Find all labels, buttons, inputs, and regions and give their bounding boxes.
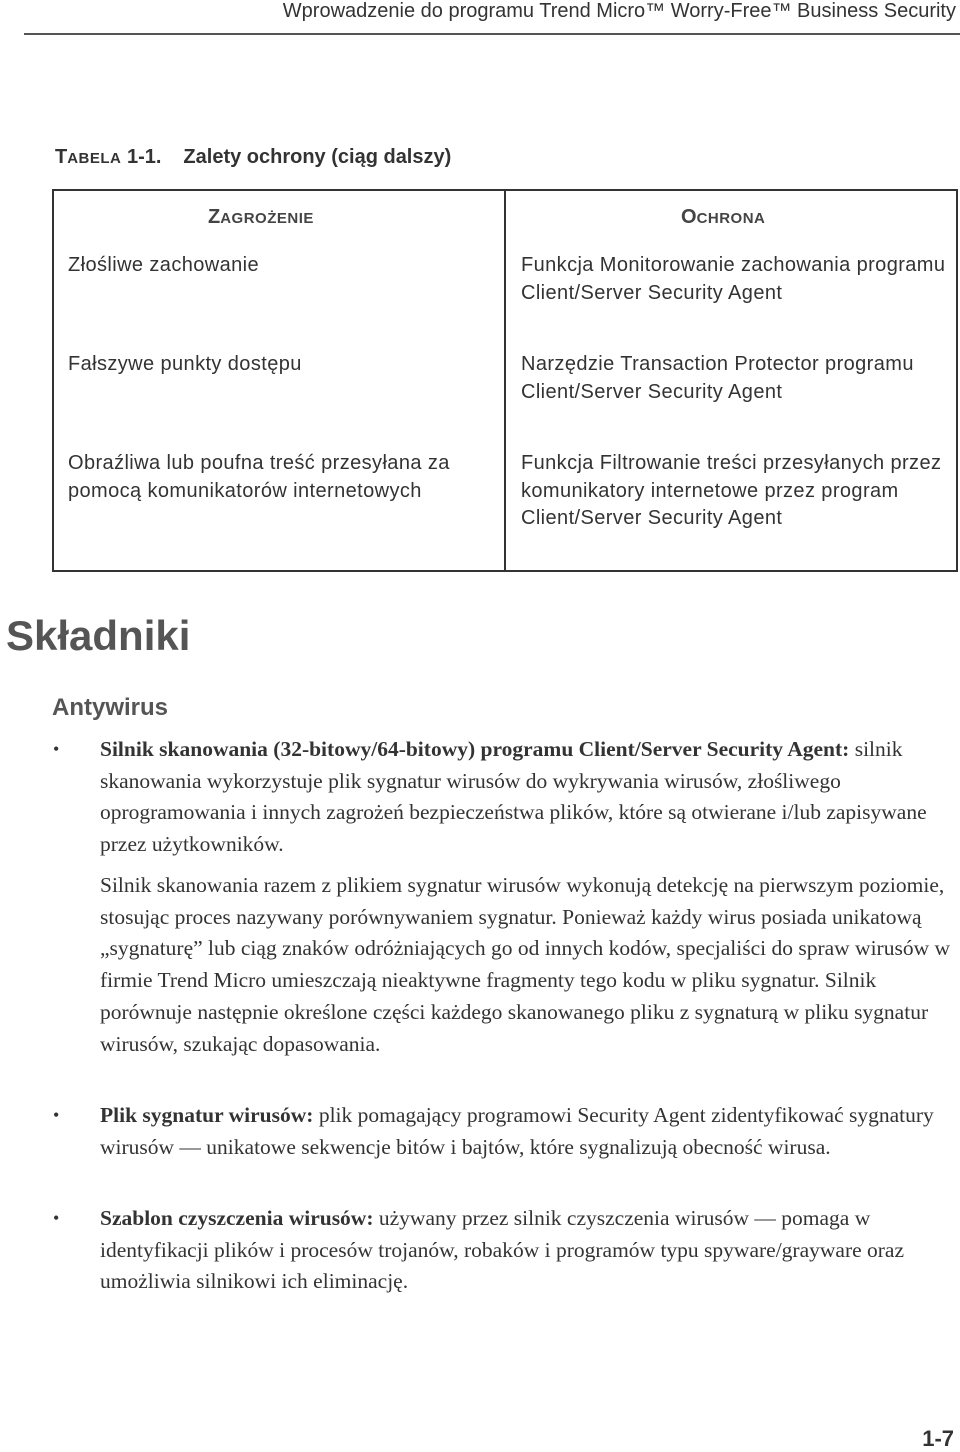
- section-title: Składniki: [6, 612, 191, 659]
- caption-prefix-rest: ABELA: [67, 150, 122, 167]
- bullet-dot: •: [53, 1105, 60, 1125]
- bullet-dot: •: [53, 739, 60, 759]
- caption-number: 1-1.: [126, 146, 162, 168]
- table-cell-protection: Funkcja Monitorowanie zachowania programu Client/Server Security Agent: [521, 254, 946, 304]
- bullet-term: Plik sygnatur wirusów:: [100, 1103, 314, 1127]
- header-title: Wprowadzenie do programu Trend Micro™ Worry-Free™ Business Security: [282, 0, 956, 22]
- column-header-protection: OCHRONA: [681, 206, 766, 228]
- bullet-item: [100, 1203, 940, 1298]
- bullet-text: plik pomagający programowi Security Agent zidentyfikować sygnatury wirusów — unikatowe sekwencje bitów i bajtów, które sygnalizują obecność wirusa.: [100, 1103, 934, 1159]
- bullet-text: silnik skanowania wykorzystuje plik sygnatur wirusów do wykrywania wirusów, złośliwego oprogramowania i innych zagrożeń bezpieczeństwa plików, które są otwierane i/lub zapisywane przez użytkowników.: [100, 737, 927, 857]
- bullet-term: Silnik skanowania (32-bitowy/64-bitowy) programu Client/Server Security Agent:: [100, 737, 850, 761]
- bullet-term: Szablon czyszczenia wirusów:: [100, 1206, 374, 1230]
- bullet-text: używany przez silnik czyszczenia wirusów — pomaga w identyfikacji plików i procesów trojanów, robaków i programów typu spyware/grayware oraz umożliwia silnikowi ich eliminację.: [100, 1206, 905, 1294]
- table-cell-threat: Złośliwe zachowanie: [68, 254, 260, 276]
- table-caption: [55, 146, 451, 169]
- page-header: [24, 0, 960, 35]
- bullet-dot: •: [53, 1208, 60, 1228]
- table-column-divider: [504, 189, 506, 572]
- caption-text: Zalety ochrony (ciąg dalszy): [183, 146, 452, 168]
- body-paragraph: Silnik skanowania razem z plikiem sygnatur wirusów wykonują detekcję na pierwszym poziomie, stosując proces nazywany porównywaniem sygnatur. Ponieważ każdy wirus posiada unikatową „sygnaturę” lub ciąg znaków odróżniających go od innych kodów, specjaliści do spraw wirusów w firmie Trend Micro umieszczają nieaktywne fragmenty tego kodu w pliku sygnatur. Silnik porównuje następnie określone części każdego skanowanego pliku z sygnaturą w pliku sygnatur wirusów, szukając dopasowania.: [100, 873, 951, 1056]
- table-cell-threat: Obraźliwa lub poufna treść przesyłana za pomocą komunikatorów internetowych: [68, 452, 450, 502]
- table-cell-protection: Narzędzie Transaction Protector programu Client/Server Security Agent: [521, 353, 914, 403]
- page-number: 1-7: [922, 1426, 954, 1451]
- table-cell-protection: Funkcja Filtrowanie treści przesyłanych przez komunikatory internetowe przez program Client/Server Security Agent: [521, 452, 942, 529]
- caption-prefix-cap: T: [55, 146, 68, 168]
- subsection-title: Antywirus: [52, 694, 169, 721]
- table-cell-threat: Fałszywe punkty dostępu: [68, 353, 302, 375]
- bullet-item: [100, 734, 940, 861]
- bullet-item: [100, 1100, 940, 1163]
- column-header-threat: ZAGROŻENIE: [208, 206, 314, 228]
